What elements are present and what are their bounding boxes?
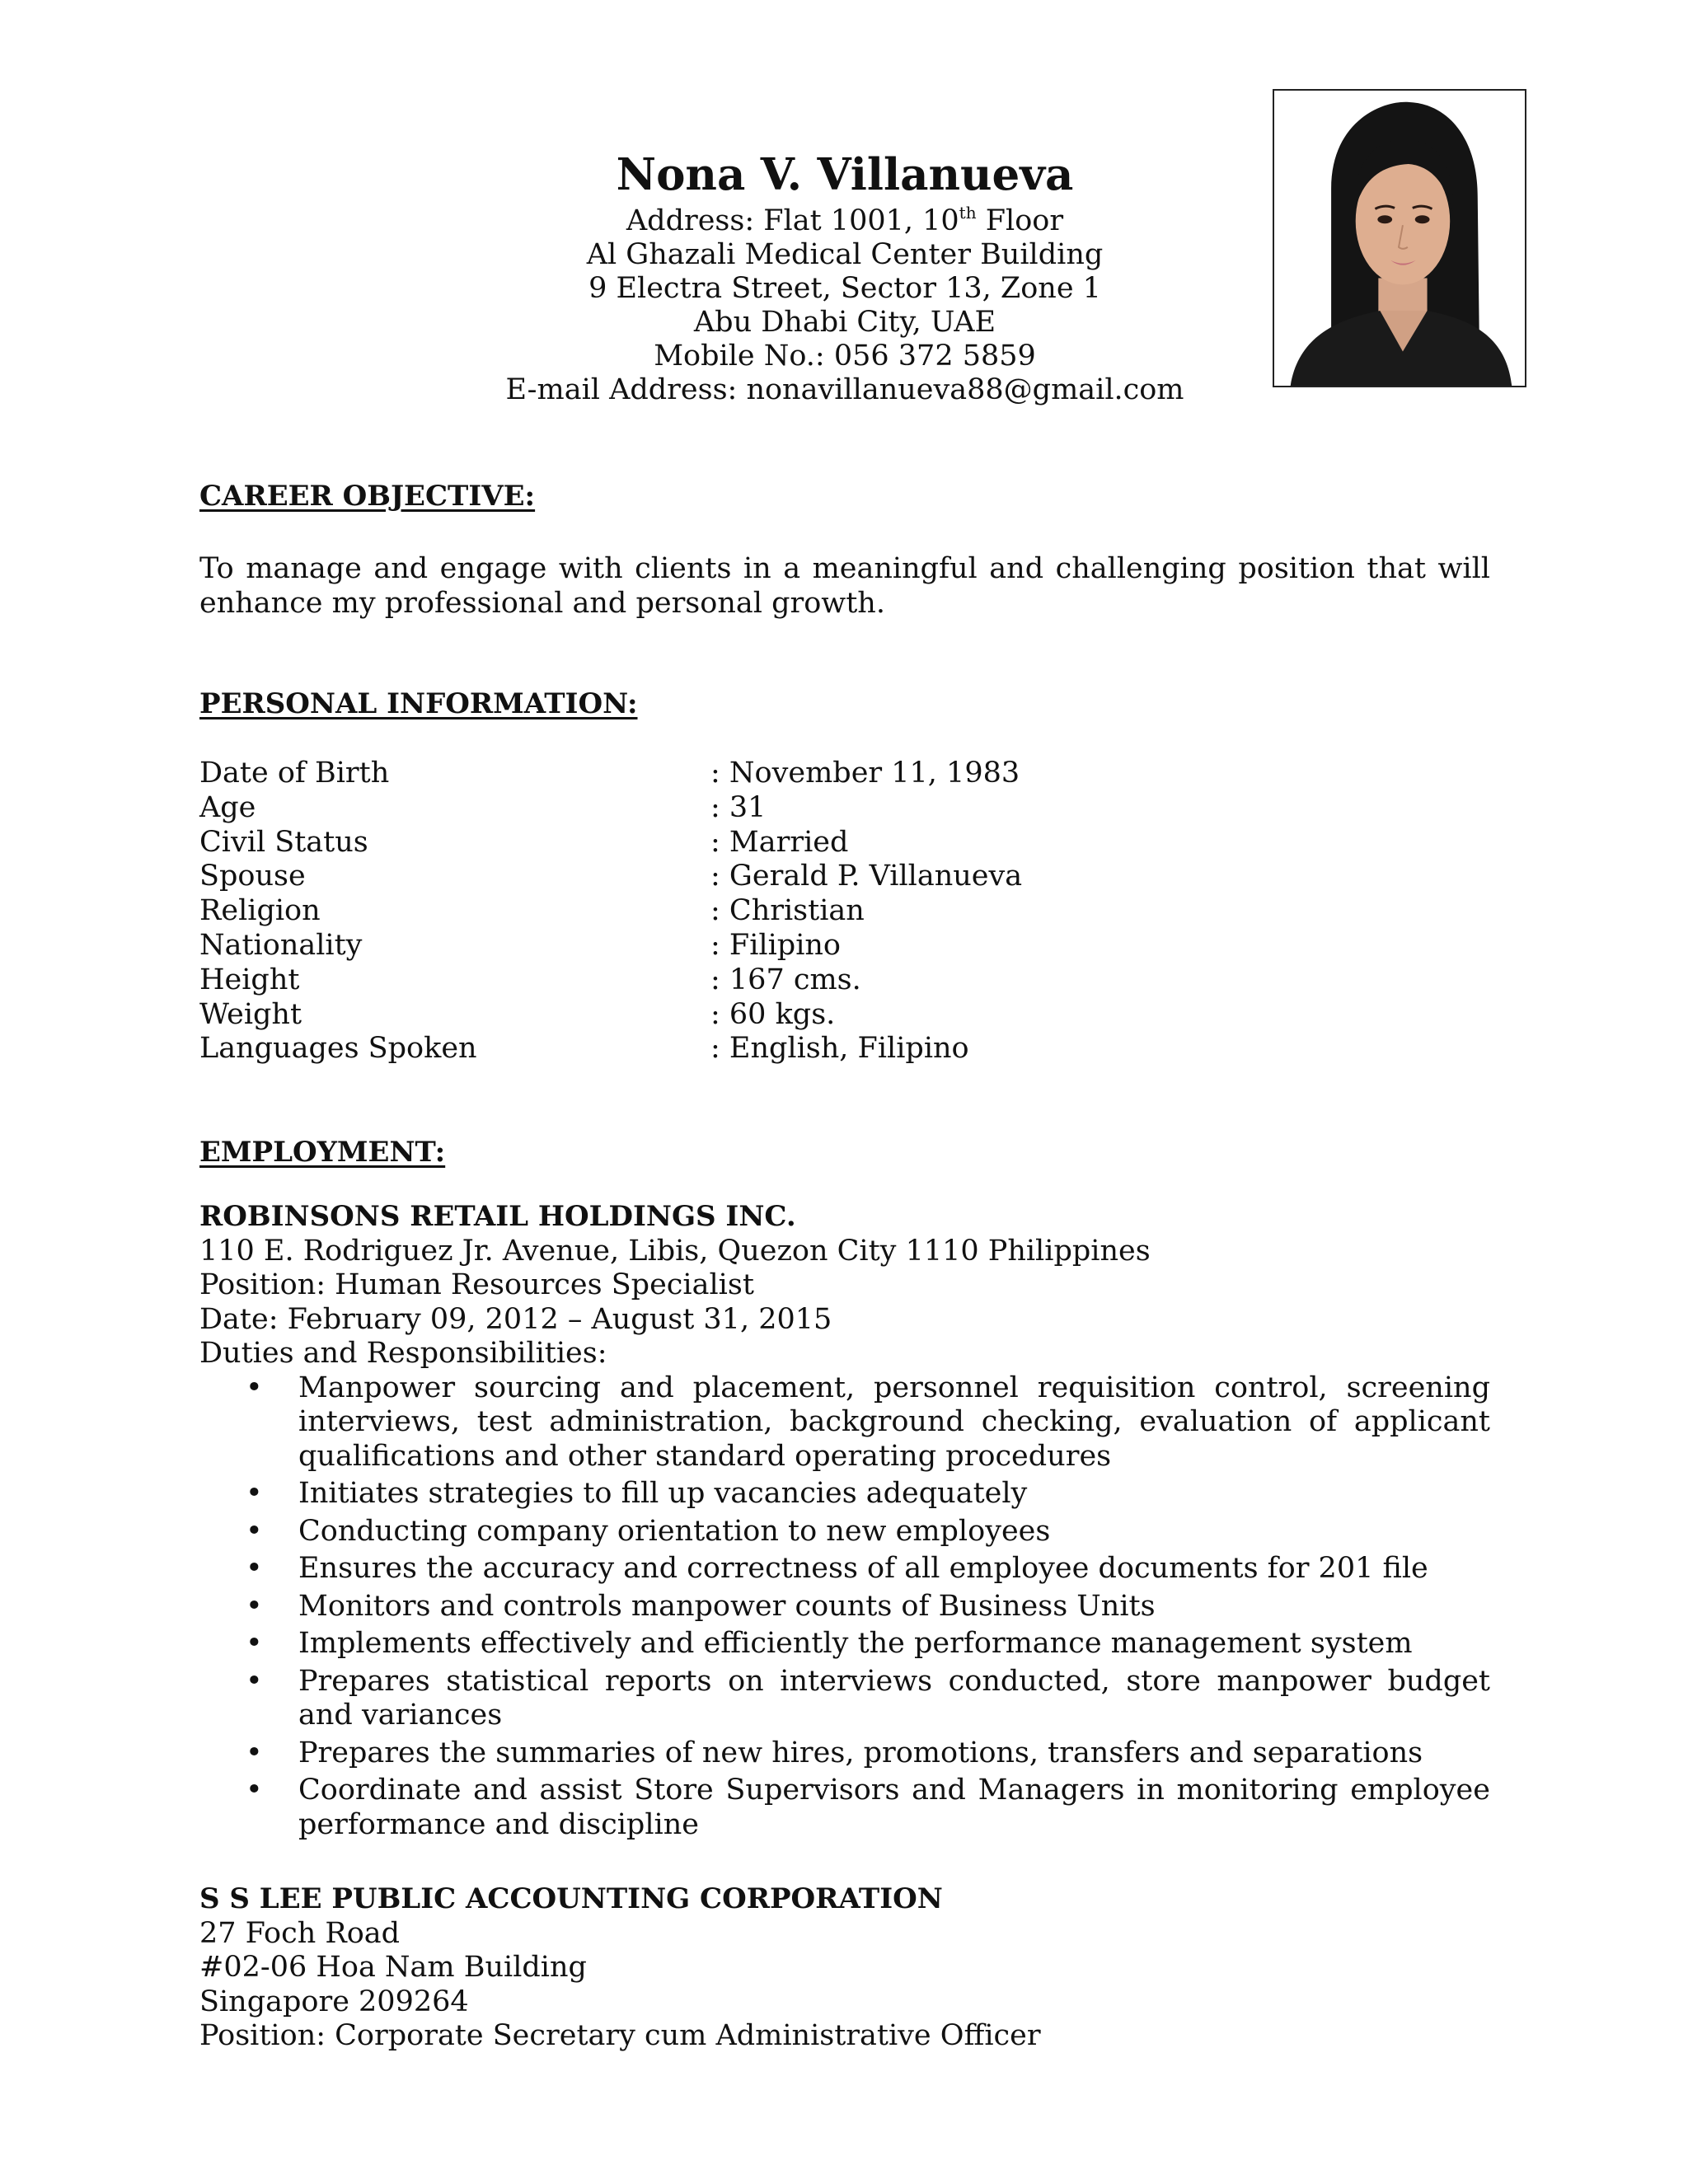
info-value: : November 11, 1983 bbox=[710, 757, 1020, 790]
bullet-icon: • bbox=[246, 1371, 263, 1404]
info-label: Nationality bbox=[199, 928, 363, 962]
career-objective-text: To manage and engage with clients in a meaningful and challenging position that will enhance my professional and personal growth. bbox=[199, 552, 1490, 620]
info-label: Age bbox=[199, 790, 256, 824]
company-address-line-1: 27 Foch Road bbox=[199, 1916, 401, 1950]
info-value: : 60 kgs. bbox=[710, 997, 836, 1031]
duty-text: Implements effectively and efficiently the performance management system bbox=[298, 1627, 1413, 1660]
duty-item bbox=[199, 1774, 1490, 1842]
duty-text: Conducting company orientation to new employees bbox=[298, 1514, 1051, 1548]
info-row-spouse bbox=[199, 860, 1490, 894]
bullet-icon: • bbox=[246, 1774, 263, 1807]
duty-item bbox=[199, 1371, 1490, 1474]
email-address: E-mail Address: nonavillanueva88@gmail.com bbox=[505, 373, 1184, 406]
applicant-photo bbox=[1273, 89, 1526, 387]
bullet-icon: • bbox=[246, 1627, 263, 1660]
info-label: Weight bbox=[199, 997, 302, 1031]
info-value: : Christian bbox=[710, 894, 865, 928]
job-date: Date: February 09, 2012 – August 31, 2015 bbox=[199, 1302, 832, 1336]
address-line-4: Abu Dhabi City, UAE bbox=[693, 306, 996, 339]
address-line-2: Al Ghazali Medical Center Building bbox=[586, 238, 1104, 271]
duty-item bbox=[199, 1552, 1490, 1586]
duty-item bbox=[199, 1515, 1490, 1549]
address-line-3: 9 Electra Street, Sector 13, Zone 1 bbox=[588, 272, 1101, 305]
job-entry-ss-lee bbox=[199, 1882, 1490, 2054]
info-label: Date of Birth bbox=[199, 757, 390, 790]
company-name: S S LEE PUBLIC ACCOUNTING CORPORATION bbox=[199, 1882, 943, 1915]
info-value: : Married bbox=[710, 825, 849, 859]
resume-header bbox=[462, 148, 1228, 407]
info-row-date-of-birth bbox=[199, 757, 1490, 791]
personal-information-table bbox=[199, 757, 1490, 1066]
company-address: 110 E. Rodriguez Jr. Avenue, Libis, Quezon City 1110 Philippines bbox=[199, 1234, 1151, 1268]
bullet-icon: • bbox=[246, 1552, 263, 1585]
bullet-icon: • bbox=[246, 1514, 263, 1548]
duty-text: Ensures the accuracy and correctness of all employee documents for 201 file bbox=[298, 1552, 1428, 1585]
address-superscript: th bbox=[959, 203, 977, 223]
company-address-line-3: Singapore 209264 bbox=[199, 1985, 469, 2018]
duties-list bbox=[199, 1371, 1490, 1843]
info-value: : English, Filipino bbox=[710, 1032, 969, 1066]
duty-item bbox=[199, 1590, 1490, 1624]
info-label: Languages Spoken bbox=[199, 1032, 477, 1066]
company-address-line-2: #02-06 Hoa Nam Building bbox=[199, 1951, 587, 1984]
info-value: : Gerald P. Villanueva bbox=[710, 860, 1023, 893]
bullet-icon: • bbox=[246, 1477, 263, 1510]
company-name: ROBINSONS RETAIL HOLDINGS INC. bbox=[199, 1200, 796, 1233]
duty-text: Coordinate and assist Store Supervisors and Managers in monitoring employee performance and discipline bbox=[298, 1774, 1490, 1841]
info-label: Height bbox=[199, 963, 300, 996]
info-label: Religion bbox=[199, 894, 321, 928]
duty-text: Manpower sourcing and placement, personnel requisition control, screening interviews, test administration, background checking, evaluation of applicant qualifications and other standard operating procedures bbox=[298, 1371, 1490, 1473]
duty-item bbox=[199, 1477, 1490, 1511]
address-line-1 bbox=[462, 204, 1228, 238]
bullet-icon: • bbox=[246, 1589, 263, 1623]
info-row-religion bbox=[199, 894, 1490, 929]
info-value: : 167 cms. bbox=[710, 963, 861, 996]
info-row-height bbox=[199, 963, 1490, 998]
info-label: Civil Status bbox=[199, 825, 368, 859]
duty-item bbox=[199, 1665, 1490, 1733]
duty-item bbox=[199, 1627, 1490, 1661]
duty-text: Prepares statistical reports on interviews conducted, store manpower budget and variances bbox=[298, 1664, 1490, 1732]
address-prefix: Address: Flat 1001, 10 bbox=[626, 204, 959, 237]
info-row-nationality bbox=[199, 929, 1490, 963]
mobile-number: Mobile No.: 056 372 5859 bbox=[654, 340, 1036, 373]
job-position: Position: Corporate Secretary cum Administrative Officer bbox=[199, 2019, 1041, 2052]
applicant-name: Nona V. Villanueva bbox=[616, 149, 1074, 200]
bullet-icon: • bbox=[246, 1736, 263, 1769]
info-row-age bbox=[199, 791, 1490, 826]
employment-heading: EMPLOYMENT: bbox=[199, 1136, 446, 1169]
info-row-weight bbox=[199, 998, 1490, 1033]
portrait-image bbox=[1274, 91, 1525, 386]
duty-text: Prepares the summaries of new hires, promotions, transfers and separations bbox=[298, 1736, 1423, 1769]
info-row-languages-spoken bbox=[199, 1032, 1490, 1066]
bullet-icon: • bbox=[246, 1664, 263, 1698]
job-entry-robinsons bbox=[199, 1200, 1490, 1845]
duties-label: Duties and Responsibilities: bbox=[199, 1337, 607, 1370]
duty-item bbox=[199, 1736, 1490, 1771]
info-value: : 31 bbox=[710, 790, 767, 824]
duty-text: Initiates strategies to fill up vacancies adequately bbox=[298, 1477, 1028, 1510]
job-position: Position: Human Resources Specialist bbox=[199, 1268, 754, 1301]
info-value: : Filipino bbox=[710, 928, 841, 962]
personal-information-heading: PERSONAL INFORMATION: bbox=[199, 687, 638, 720]
address-suffix: Floor bbox=[976, 204, 1064, 237]
info-label: Spouse bbox=[199, 860, 306, 893]
info-row-civil-status bbox=[199, 826, 1490, 860]
duty-text: Monitors and controls manpower counts of Business Units bbox=[298, 1589, 1156, 1623]
career-objective-heading: CAREER OBJECTIVE: bbox=[199, 480, 536, 513]
